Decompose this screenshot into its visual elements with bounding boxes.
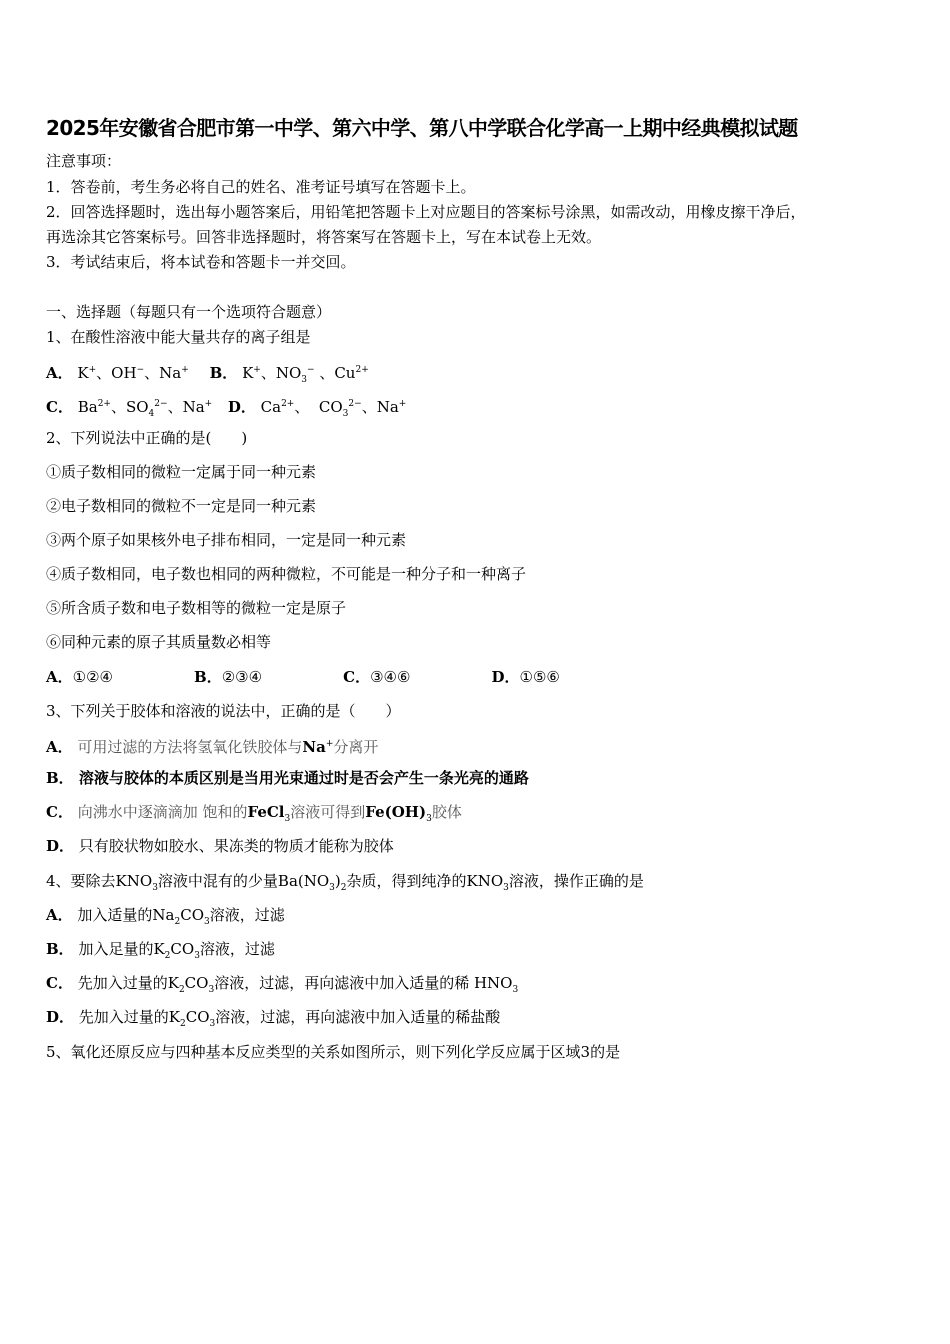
text-segment: A． xyxy=(46,364,73,382)
text-segment: 2+ xyxy=(97,399,111,409)
text-segment: − xyxy=(307,365,315,375)
text-segment: ⑤所含质子数和电子数相等的微粒一定是原子 xyxy=(46,599,347,617)
text-segment: CO xyxy=(180,906,204,924)
q4-option-d xyxy=(46,1007,500,1034)
text-segment: ①②④ xyxy=(72,668,195,686)
text-segment: 1、在酸性溶液中能大量共存的离子组是 xyxy=(46,328,311,346)
text-segment: + xyxy=(398,399,407,409)
q3-option-c xyxy=(46,802,462,829)
text-segment: 3、下列关于胶体和溶液的说法中，正确的是（ ） xyxy=(46,702,401,720)
text-segment: 分离开 xyxy=(333,738,379,756)
text-segment: B． xyxy=(46,940,74,958)
question-3 xyxy=(46,701,401,721)
text-segment: C． xyxy=(343,668,371,686)
text-segment: C． xyxy=(46,974,73,992)
text-segment: 3 xyxy=(426,814,432,824)
text-segment: 溶液，操作正确的是 xyxy=(508,872,644,890)
text-segment: B． xyxy=(46,769,74,787)
text-segment: 1．答卷前，考生务必将自己的姓名、准考证号填写在答题卡上。 xyxy=(46,178,476,196)
text-segment: B． xyxy=(194,668,222,686)
text-segment: 2、下列说法中正确的是( ) xyxy=(46,429,248,447)
text-segment: 溶液中混有的少量Ba(NO xyxy=(157,872,330,890)
text-segment: 2+ xyxy=(355,365,369,375)
text-segment: 2+ xyxy=(281,399,295,409)
text-segment: 3 xyxy=(284,814,291,824)
text-segment: 、 CO xyxy=(294,398,343,416)
text-segment: 、Na xyxy=(144,364,182,382)
q3-option-d xyxy=(46,836,394,856)
q3-option-a xyxy=(46,734,378,757)
text-segment: 3 xyxy=(301,375,308,385)
page-title: 2025年安徽省合肥市第一中学、第六中学、第八中学联合化学高一上期中经典模拟试题 xyxy=(46,116,798,140)
text-segment: CO xyxy=(184,974,209,992)
text-segment: 加入适量的Na xyxy=(72,906,175,924)
text-segment: 2．回答选择题时，选出每小题答案后，用铅笔把答题卡上对应题目的答案标号涂黑，如需改动，用橡皮擦干净后， xyxy=(46,203,806,221)
text-segment: 3 xyxy=(209,1019,216,1029)
text-segment: ④质子数相同，电子数也相同的两种微粒，不可能是一种分子和一种离子 xyxy=(46,565,527,583)
text-segment: 3 xyxy=(204,917,210,927)
text-segment: 溶液，过滤 xyxy=(209,906,285,924)
q2-statement-6 xyxy=(46,632,271,652)
text-segment: D． xyxy=(212,398,256,416)
text-segment: 2 xyxy=(178,985,185,995)
text-segment: 只有胶状物如胶水、果冻类的物质才能称为胶体 xyxy=(74,837,394,855)
notice-3 xyxy=(46,252,356,272)
text-segment: ⑥同种元素的原子其质量数必相等 xyxy=(46,633,272,651)
text-segment: ②电子数相同的微粒不一定是同一种元素 xyxy=(46,497,317,515)
text-segment: − xyxy=(136,365,145,375)
text-segment: 溶液与胶体的本质区别是当用光束通过时是否会产生一条光亮的通路 xyxy=(73,769,529,787)
text-segment: + xyxy=(204,399,213,409)
q2-statement-4 xyxy=(46,564,526,584)
text-segment: + xyxy=(325,739,334,749)
text-segment: 再选涂其它答案标号。回答非选择题时，将答案写在答题卡上，写在本试卷上无效。 xyxy=(46,228,602,246)
text-segment: 3 xyxy=(342,409,349,419)
text-segment: 2− xyxy=(348,399,362,409)
text-segment: A． xyxy=(46,906,73,924)
text-segment: 溶液可得到 xyxy=(290,803,366,821)
text-segment: 3 xyxy=(503,883,509,893)
text-segment: 3 xyxy=(329,883,335,893)
text-segment: Fe(OH) xyxy=(365,803,427,821)
text-segment: 注意事项： xyxy=(46,152,122,170)
text-segment: 、NO xyxy=(260,364,302,382)
text-segment: Ba xyxy=(72,398,98,416)
text-segment: K xyxy=(237,364,254,382)
text-segment: 3 xyxy=(512,985,519,995)
text-segment: 3 xyxy=(194,951,200,961)
text-segment: 4 xyxy=(148,409,155,419)
notice-2-cont xyxy=(46,227,601,247)
text-segment: D． xyxy=(46,837,75,855)
text-segment: 杂质，得到纯净的KNO xyxy=(346,872,504,890)
text-segment: 先加入过量的K xyxy=(72,974,179,992)
text-segment: 加入足量的K xyxy=(73,940,165,958)
notice-1 xyxy=(46,177,476,197)
text-segment: 、Na xyxy=(167,398,205,416)
text-segment: C． xyxy=(46,398,73,416)
text-segment: ③④⑥ xyxy=(370,668,492,686)
q2-statement-1 xyxy=(46,462,316,482)
q2-statement-3 xyxy=(46,530,406,550)
text-segment: 向沸水中逐滴滴加 饱和的 xyxy=(72,803,248,821)
text-segment: 胶体 xyxy=(431,803,462,821)
text-segment: ) xyxy=(334,872,341,890)
text-segment: 溶液，过滤，再向滤液中加入适量的稀盐酸 xyxy=(215,1008,501,1026)
question-5 xyxy=(46,1042,620,1062)
text-segment: ①质子数相同的微粒一定属于同一种元素 xyxy=(46,463,317,481)
text-segment: B． xyxy=(188,364,238,382)
text-segment: 、SO xyxy=(110,398,149,416)
text-segment: 3 xyxy=(208,985,215,995)
text-segment: A． xyxy=(46,738,73,756)
text-segment: CO xyxy=(185,1008,210,1026)
question-1 xyxy=(46,327,311,347)
text-segment: ②③④ xyxy=(221,668,344,686)
text-segment: K xyxy=(72,364,89,382)
q4-option-b xyxy=(46,939,275,966)
text-segment: ①⑤⑥ xyxy=(519,668,560,686)
text-segment: 2 xyxy=(164,951,171,961)
question-4 xyxy=(46,871,644,898)
notice-2 xyxy=(46,202,806,222)
text-segment: 可用过滤的方法将氢氧化铁胶体与 xyxy=(72,738,303,756)
text-segment: 4、要除去KNO xyxy=(46,872,153,890)
text-segment: A． xyxy=(46,668,73,686)
text-segment: 3．考试结束后，将本试卷和答题卡一并交回。 xyxy=(46,253,356,271)
text-segment: ③两个原子如果核外电子排布相同，一定是同一种元素 xyxy=(46,531,407,549)
q2-statement-5 xyxy=(46,598,346,618)
text-segment: 、OH xyxy=(96,364,137,382)
q2-statement-2 xyxy=(46,496,316,516)
text-segment: 2− xyxy=(154,399,168,409)
text-segment: + xyxy=(253,365,261,375)
notice-heading xyxy=(46,151,121,171)
text-segment: + xyxy=(181,365,189,375)
text-segment: 溶液，过滤，再向滤液中加入适量的稀 HNO xyxy=(214,974,513,992)
q4-option-a xyxy=(46,905,285,932)
question-2 xyxy=(46,428,247,448)
text-segment: CO xyxy=(170,940,195,958)
text-segment: 先加入过量的K xyxy=(74,1008,180,1026)
text-segment: + xyxy=(88,365,97,375)
text-segment: 5、氧化还原反应与四种基本反应类型的关系如图所示，则下列化学反应属于区域3的是 xyxy=(46,1043,621,1061)
text-segment: D． xyxy=(46,1008,75,1026)
section-heading xyxy=(46,302,331,322)
text-segment: 3 xyxy=(152,883,158,893)
q3-option-b xyxy=(46,768,529,788)
q1-options-cd xyxy=(46,394,406,424)
q4-option-c xyxy=(46,973,518,1000)
text-segment: C． xyxy=(46,803,73,821)
text-segment: 2 xyxy=(174,917,181,927)
text-segment: 2 xyxy=(180,1019,186,1029)
text-segment: 2 xyxy=(340,883,347,893)
q1-options-ab xyxy=(46,360,369,390)
q2-options xyxy=(46,667,560,687)
text-segment: 溶液，过滤 xyxy=(199,940,275,958)
text-segment: Ca xyxy=(255,398,282,416)
text-segment: FeCl xyxy=(247,803,285,821)
text-segment: 、Na xyxy=(361,398,399,416)
text-segment: 一、选择题（每题只有一个选项符合题意） xyxy=(46,303,332,321)
text-segment: 、Cu xyxy=(314,364,356,382)
text-segment: D． xyxy=(491,668,520,686)
text-segment: Na xyxy=(302,738,326,756)
